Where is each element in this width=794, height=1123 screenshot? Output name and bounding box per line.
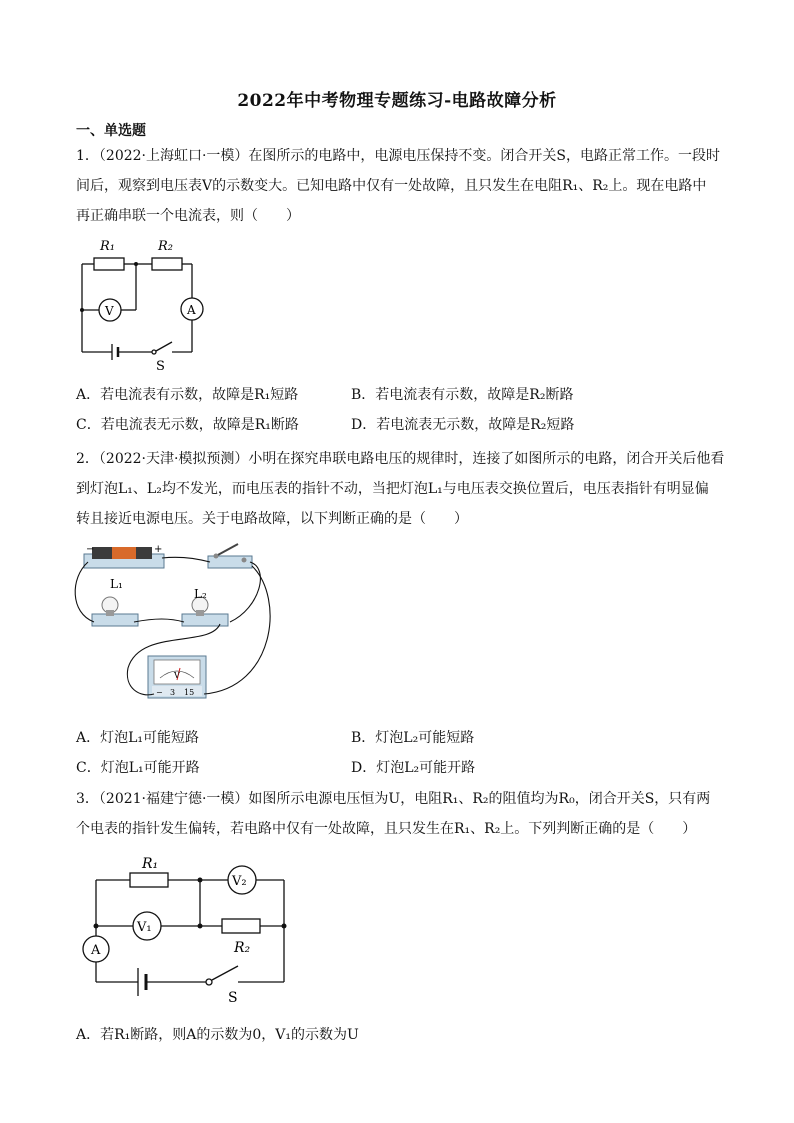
q1-label-r1: R₁ xyxy=(100,239,115,254)
q2-label-plus: + xyxy=(154,544,163,555)
page-title: 2022年中考物理专题练习-电路故障分析 xyxy=(237,91,557,111)
q3-label-r2: R₂ xyxy=(234,940,251,956)
q1-option-c: C．若电流表无示数，故障是R₁断路 xyxy=(76,417,299,433)
q2-label-l1: L₁ xyxy=(110,577,123,591)
q3-line-2: 个电表的指针发生偏转，若电路中仅有一处故障，且只发生在R₁、R₂上。下列判断正确的是（ ） xyxy=(76,821,697,837)
q3-line-1: 3．（2021·福建宁德·一模）如图所示电源电压恒为U，电阻R₁、R₂的阻值均为R₀，闭合开关S，只有两 xyxy=(76,791,711,807)
q2-terminal-15: 15 xyxy=(184,688,195,697)
q1-line-1: 1．（2022·上海虹口·一模）在图所示的电路中，电源电压保持不变。闭合开关S，电路正常工作。一段时 xyxy=(76,148,721,164)
q3-circuit-diagram xyxy=(78,850,293,1010)
q1-label-r2: R₂ xyxy=(158,239,173,254)
q2-option-b: B．灯泡L₂可能短路 xyxy=(351,730,475,746)
q1-label-v: V xyxy=(105,304,114,318)
section-heading: 一、单选题 xyxy=(76,123,146,139)
q3-label-s: S xyxy=(228,990,238,1006)
q1-option-d: D．若电流表无示数，故障是R₂短路 xyxy=(351,417,575,433)
q2-line-1: 2．（2022·天津·模拟预测）小明在探究串联电路电压的规律时，连接了如图所示的电路，闭合开关后他看 xyxy=(76,451,725,467)
q1-option-a: A．若电流表有示数，故障是R₁短路 xyxy=(76,387,299,403)
q2-terminal-minus: − xyxy=(156,688,163,697)
q2-option-d: D．灯泡L₂可能开路 xyxy=(351,760,476,776)
q1-option-b: B．若电流表有示数，故障是R₂断路 xyxy=(351,387,574,403)
q1-circuit-diagram xyxy=(72,232,222,374)
q2-option-c: C．灯泡L₁可能开路 xyxy=(76,760,200,776)
q1-label-s: S xyxy=(156,359,165,374)
q3-label-r1: R₁ xyxy=(142,856,159,872)
q2-circuit-photo xyxy=(70,538,285,713)
q1-line-2: 间后，观察到电压表V的示数变大。已知电路中仅有一处故障，且只发生在电阻R₁、R₂上。现在电路中 xyxy=(76,178,707,194)
q2-line-2: 到灯泡L₁、L₂均不发光，而电压表的指针不动，当把灯泡L₁与电压表交换位置后，电压表指针有明显偏 xyxy=(76,481,709,497)
q2-label-l2: L₂ xyxy=(194,587,207,601)
q2-line-3: 转且接近电源电压。关于电路故障，以下判断正确的是（ ） xyxy=(76,511,468,527)
q1-line-3: 再正确串联一个电流表，则（ ） xyxy=(76,208,300,224)
q3-label-v2: V₂ xyxy=(232,874,247,889)
q2-option-a: A．灯泡L₁可能短路 xyxy=(76,730,200,746)
q2-terminal-3: 3 xyxy=(170,688,176,697)
q2-meter-symbol: V xyxy=(174,671,180,680)
q2-label-minus: − xyxy=(86,544,95,555)
q1-label-a: A xyxy=(187,303,196,317)
q3-label-a: A xyxy=(91,943,101,958)
q3-option-a: A．若R₁断路，则A的示数为0，V₁的示数为U xyxy=(76,1027,359,1043)
q3-label-v1: V₁ xyxy=(137,920,152,935)
